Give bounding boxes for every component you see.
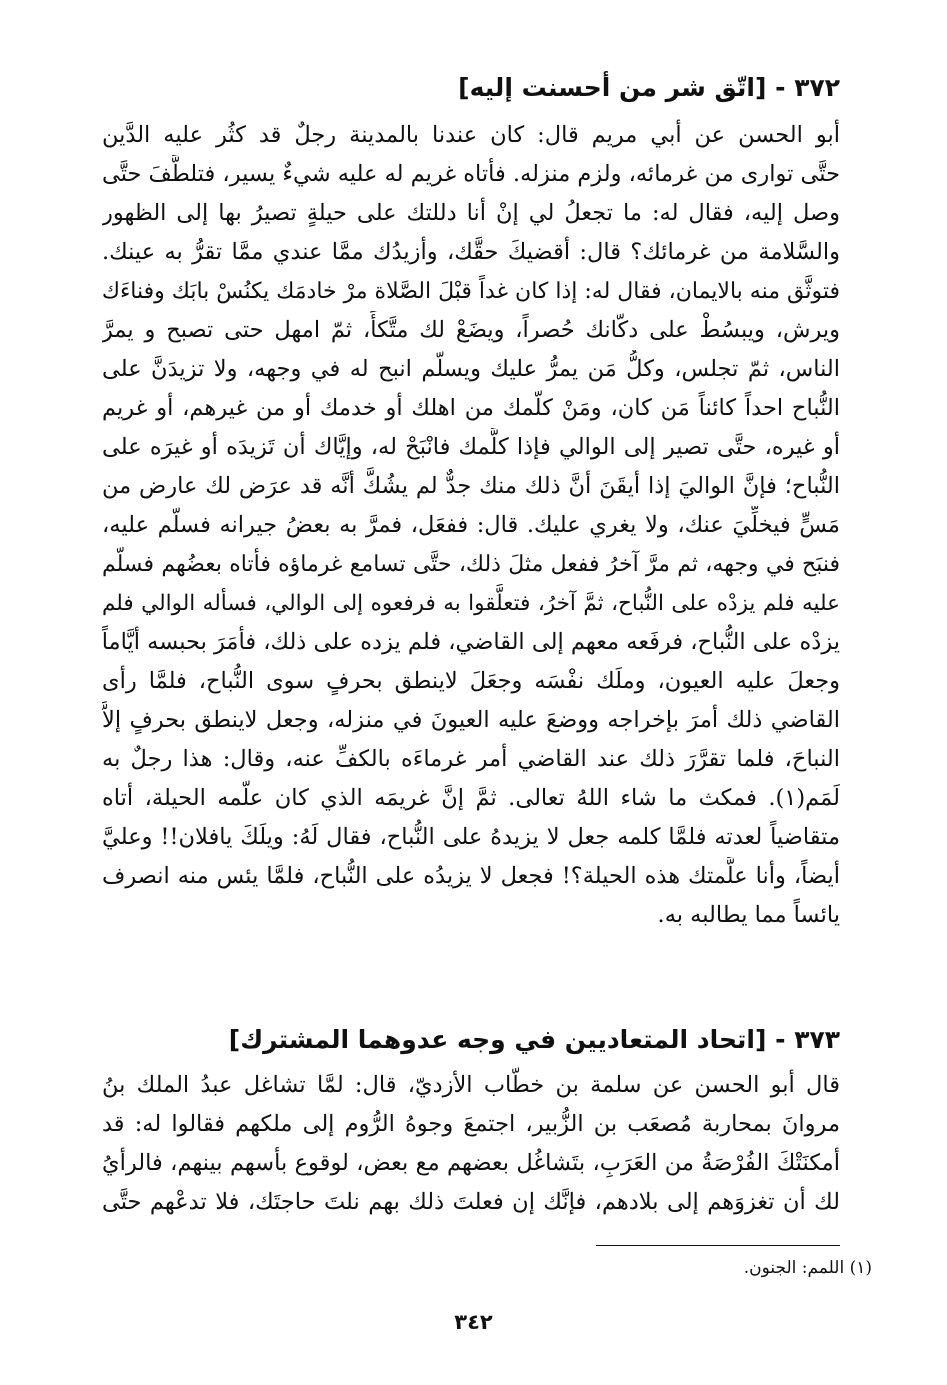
paragraph-line: القاضي ذلك أمرَ بإخراجه ووضعَ عليه العيونَ في منزله، وجعل لاينطق بحرفٍ إلاَّ [102,707,840,733]
paragraph-line: أو غيره، حتَّى تصير إلى الوالي فإذا كلَّمك فانْبَحْ له، وإيَّاك أن تَزيدَه أو غيرَه على [102,434,840,460]
paragraph-line: عليه فلم يزدْه على النُّباح، ثمَّ آخرُ، فتعلَّقوا به فرفعوه إلى الوالي، فسأله الوالي فلم [102,591,840,616]
page-number: ٣٤٢ [454,1310,493,1334]
paragraph-line: لك أن تغزوَهم إلى بلادهم، فإنَّك إن فعلتَ ذلك بهم نلتَ حاجتَك، فلا تدعْهم حتَّى [102,1189,840,1215]
paragraph-line: فنبَح في وجهه، ثم مرَّ آخرُ ففعل مثلَ ذلك، حتَّى تسامع غرماؤه فأتاه بعضُهم فسلّم [102,552,840,577]
paragraph-line: والسَّلامة من غرمائك؟ قال: أقضيكَ حقَّك، وأزيدُك ممَّا عندي ممَّا تقرُّ به عينك. [102,239,840,265]
footnote-separator [596,1245,840,1246]
paragraph-line: النُّباح احداً كائناً مَن كان، ومَنْ كلّمك من اهلك أو خدمك أو من غيرهم، أو غريم [102,395,840,421]
paragraph-line: أمكنَتْكَ الفُرْصَةُ من العَرَبِ، بتَشاغُل بعضهم مع بعض، لوقوع بأسهم بينهم، فالرأيُ [102,1150,840,1176]
paragraph-line: الناس، ثمّ تجلس، وكلُّ مَن يمرُّ عليك ويسلّم انبح له في وجهه، ولا تزيدَنَّ على [102,356,840,382]
paragraph-line: لَمَم(١). فمكث ما شاء اللهُ تعالى. ثمَّ إنَّ غريمَه الذي كان علّمه الحيلة، أتاه [102,785,840,811]
paragraph-line: أيضاً، وأنا علَّمتك هذه الحيلة؟! فجعل لا يزيدُه على النُّباح، فلمَّا يئس منه انصرف [102,863,840,889]
section-373-heading: ٣٧٣ - [اتحاد المتعاديين في وجه عدوهما المشترك] [228,1025,840,1054]
paragraph-line: فتوثَّق منه بالايمان، فقال له: إذا كان غداً قبْلَ الصَّلاة مرْ خادمَك يكنُسْ بابَك وفناءَك [102,279,840,304]
paragraph-line: متقاضياً لعدته فلمَّا كلمه جعل لا يزيدهُ على النُّباح، فقال لَهُ: ويلَكَ يافلان!! وعليَّ [102,824,840,850]
paragraph-line: حتَّى توارى من غرمائه، ولزم منزله. فأتاه غريم له عليه شيءٌ يسير، فتلطَّفَ حتَّى [102,161,840,187]
section-373-paragraph [102,1066,840,1222]
section-372-heading: ٣٧٢ - [اتّق شر من أحسنت إليه] [458,73,840,102]
paragraph-line: أبو الحسن عن أبي مريم قال: كان عندنا بالمدينة رجلٌ قد كثُر عليه الدَّين [102,122,840,148]
paragraph-line: يائساً مما يطالبه به. [657,902,840,928]
paragraph-line: مَسٍّ فيخلِّيَ عنك، ولا يغري عليك. قال: ففعَل، فمرَّ به بعضُ جيرانه فسلّم عليه، [102,512,840,538]
paragraph-line: مروانَ بمحاربة مُصعَب بن الزُّبير، اجتمعَ وجوهُ الرُّوم إلى ملكهم فقالوا له: قد [102,1111,840,1137]
section-372-paragraph [102,116,840,935]
paragraph-line: يزدْه على النُّباح، فرفَعه معهم إلى القاضي، فلم يزده على ذلك، فأمَرَ بحبسه أيَّاماً [102,629,840,655]
paragraph-line: وجعلَ عليه العيون، وملَك نفْسَه وجعَلَ لاينطق بحرفٍ سوى النُّباح، فلمَّا رأى [102,668,840,694]
footnote: (١) اللمم: الجنون. [743,1258,872,1278]
paragraph-line: قال أبو الحسن عن سلمة بن خطّاب الأزديّ، قال: لمَّا تشاغل عبدُ الملك بنُ [102,1072,840,1098]
paragraph-line: النُّباح؛ فإنَّ الواليَ إذا أيقَنَ أنَّ ذلك منك جدٌّ لم يشُكَّ أنَّه قد عرَض لك عارض من [102,473,840,499]
paragraph-line: ويرش، ويبسُطْ على دكّانك حُصراً، ويضَعْ لك متَّكأً، ثمّ امهل حتى تصبح و يمرَّ [102,317,840,343]
paragraph-line: وصل إليه، فقال له: ما تجعلُ لي إنْ أنا دللتك على حيلةٍ تصيرُ بها إلى الظهور [102,200,840,226]
paragraph-line: النباحَ، فلما تقرَّرَ ذلك عند القاضي أمر غرماءَه بالكفِّ عنه، وقال: هذا رجلٌ به [102,746,840,772]
